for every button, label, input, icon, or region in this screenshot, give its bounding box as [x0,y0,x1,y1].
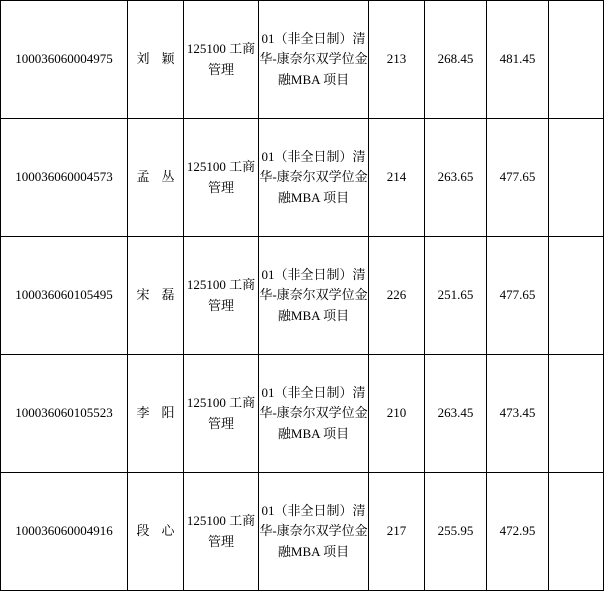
score-secondary: 268.45 [425,1,487,119]
major-name: 125100 工商管理 [184,473,259,591]
score-initial: 213 [369,1,425,119]
score-initial: 226 [369,237,425,355]
score-initial: 214 [369,119,425,237]
major-name: 125100 工商管理 [184,355,259,473]
table-row [1,473,604,591]
research-direction: 01（非全日制）清华-康奈尔双学位金融MBA 项目 [259,237,369,355]
table-row [1,237,604,355]
score-initial: 217 [369,473,425,591]
candidate-name-text: 宋 磊 [136,287,175,303]
score-secondary: 251.65 [425,237,487,355]
research-direction: 01（非全日制）清华-康奈尔双学位金融MBA 项目 [259,1,369,119]
table-row [1,355,604,473]
research-direction: 01（非全日制）清华-康奈尔双学位金融MBA 项目 [259,355,369,473]
candidate-id: 100036060105495 [1,237,128,355]
major-name: 125100 工商管理 [184,237,259,355]
candidate-name-text: 段 心 [136,523,175,539]
score-initial: 210 [369,355,425,473]
remarks [549,119,604,237]
candidate-name-text: 李 阳 [136,405,175,421]
candidate-name [128,237,184,355]
candidate-id: 100036060004975 [1,1,128,119]
score-secondary: 263.45 [425,355,487,473]
remarks [549,355,604,473]
score-secondary: 255.95 [425,473,487,591]
score-secondary: 263.65 [425,119,487,237]
candidate-name [128,473,184,591]
remarks [549,1,604,119]
candidate-id: 100036060004916 [1,473,128,591]
score-total: 477.65 [487,119,549,237]
research-direction: 01（非全日制）清华-康奈尔双学位金融MBA 项目 [259,119,369,237]
candidate-id: 100036060004573 [1,119,128,237]
candidate-name-text: 刘 颖 [136,51,175,67]
candidate-name [128,119,184,237]
candidate-id: 100036060105523 [1,355,128,473]
score-total: 481.45 [487,1,549,119]
remarks [549,473,604,591]
score-total: 472.95 [487,473,549,591]
major-name: 125100 工商管理 [184,119,259,237]
candidate-name [128,1,184,119]
research-direction: 01（非全日制）清华-康奈尔双学位金融MBA 项目 [259,473,369,591]
table-row [1,119,604,237]
remarks [549,237,604,355]
score-total: 473.45 [487,355,549,473]
score-total: 477.65 [487,237,549,355]
candidate-name-text: 孟 丛 [136,169,175,185]
candidate-name [128,355,184,473]
major-name: 125100 工商管理 [184,1,259,119]
table-row [1,1,604,119]
